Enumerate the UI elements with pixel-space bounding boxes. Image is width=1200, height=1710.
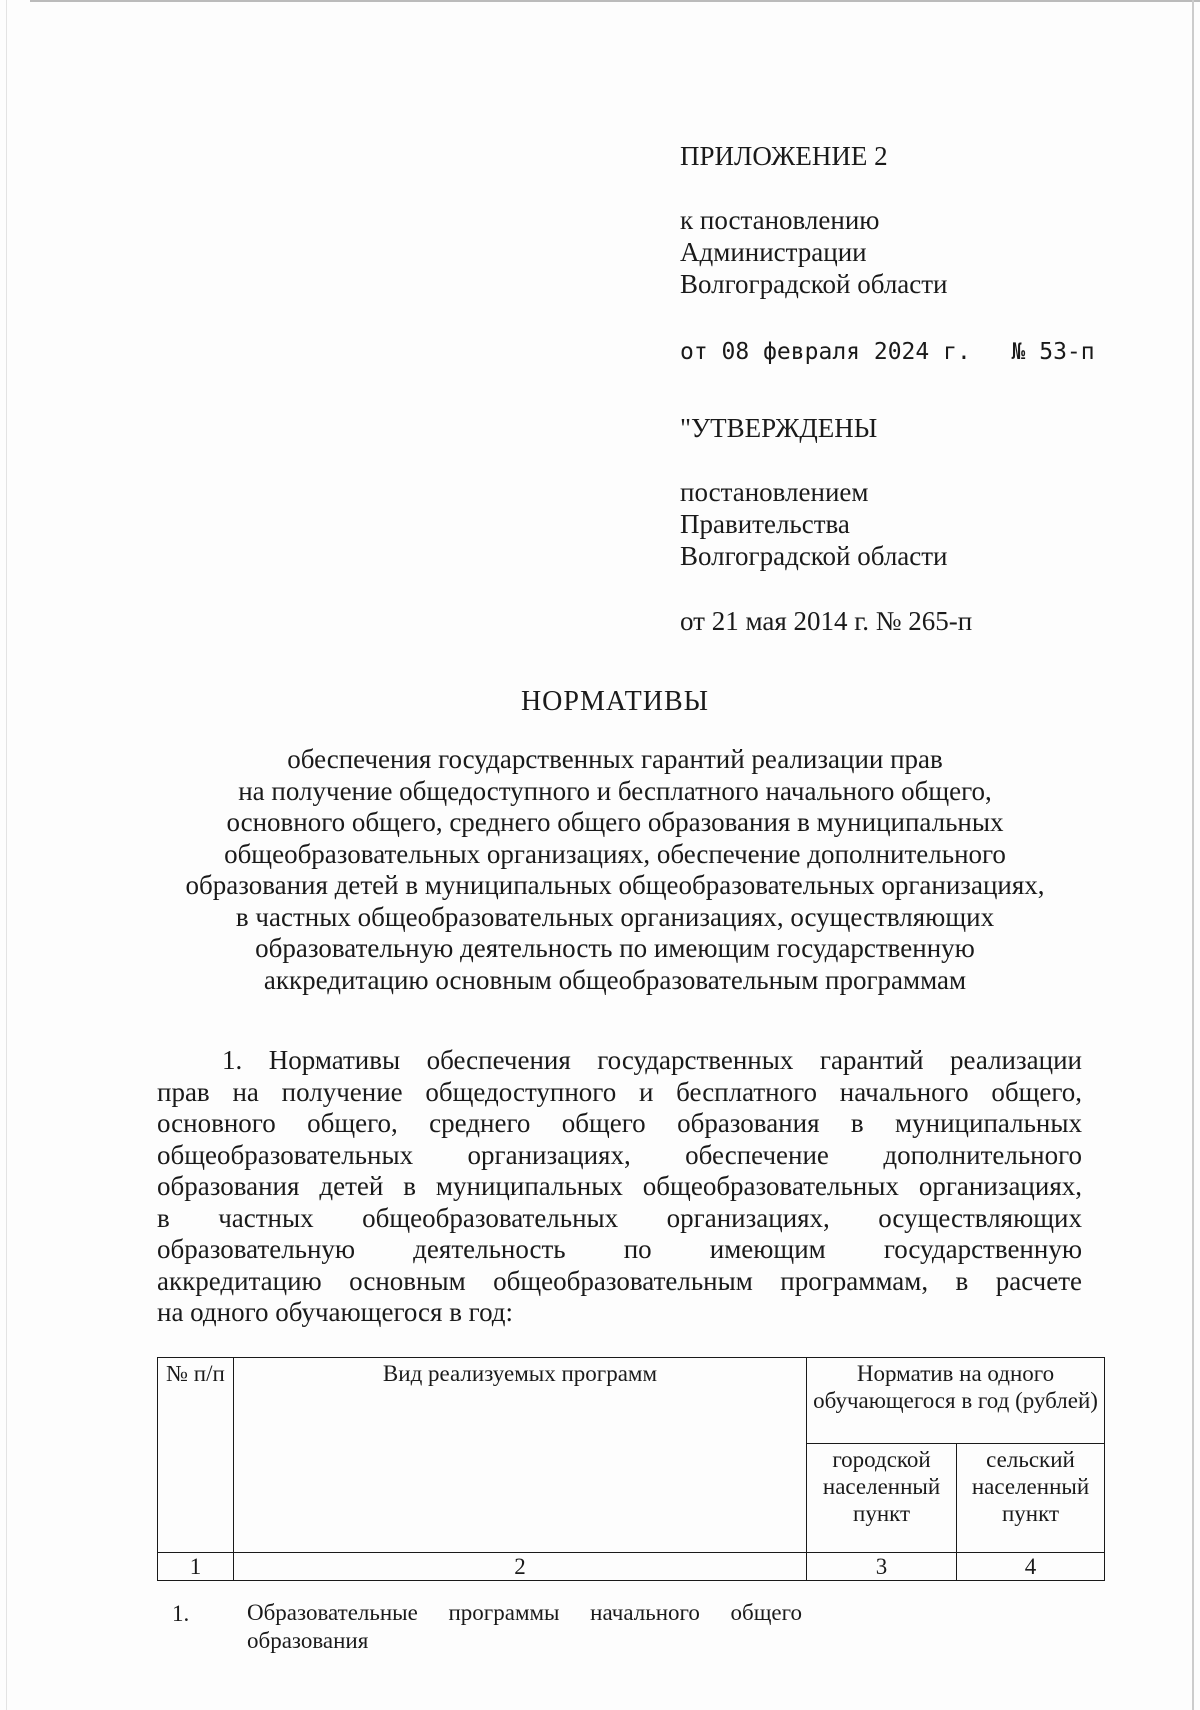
row-number: 1. xyxy=(172,1601,190,1626)
attachment-heading: ПРИЛОЖЕНИЕ 2 xyxy=(680,141,888,171)
column-header-urban: городской населенный пункт xyxy=(807,1444,957,1553)
column-header-number: № п/п xyxy=(158,1358,234,1553)
index-cell: 4 xyxy=(957,1553,1105,1581)
paragraph-1: 1. Нормативы обеспечения государственных гарантий реализации прав на получение общедоступного и бесплатного начального общего, основного общего, среднего общего образования в муниципальных общеобразовательных организациях, обеспечение дополнительного образования детей в муниципальных общеобразовательных организациях, в частных общеобразовательных организациях, осуществляющих образовательную деятельность по имеющим государственную аккредитацию основным общеобразовательным программам, в расчете на одного обучающегося в год: xyxy=(157,1045,1082,1327)
row-program-name: Образовательные программы начального общего образования xyxy=(247,1600,802,1653)
scan-edge xyxy=(1192,0,1194,1710)
scan-edge xyxy=(30,0,1200,2)
approved-date: от 21 мая 2014 г. № 265-п xyxy=(680,606,973,636)
index-cell: 2 xyxy=(233,1553,806,1581)
document-title: НОРМАТИВЫ xyxy=(520,686,710,717)
table-index-row xyxy=(158,1553,1105,1581)
scan-edge xyxy=(6,0,7,1710)
decree-reference xyxy=(680,334,1095,368)
index-cell: 3 xyxy=(807,1553,957,1581)
column-header-norm: Норматив на одного обучающегося в год (рублей) xyxy=(807,1358,1105,1444)
column-header-program: Вид реализуемых программ xyxy=(233,1358,806,1553)
index-cell: 1 xyxy=(158,1553,234,1581)
to-decree-block: к постановлению Администрации Волгоградской области xyxy=(680,205,948,299)
approved-by-block: постановлением Правительства Волгоградской области xyxy=(680,477,948,571)
table-header-row xyxy=(158,1358,1105,1444)
decree-number: № 53-п xyxy=(1011,339,1095,365)
approved-heading: "УТВЕРЖДЕНЫ xyxy=(680,413,878,443)
decree-date: от 08 февраля 2024 г. xyxy=(680,339,971,365)
document-subtitle: обеспечения государственных гарантий реализации прав на получение общедоступного и бесплатного начального общего, основного общего, среднего общего образования в муниципальных общеобразовательных организациях, обеспечение дополнительного образования детей в муниципальных общеобразовательных организациях, в частных общеобразовательных организациях, осуществляющих образовательную деятельность по имеющим государственную аккредитацию основным общеобразовательным программам xyxy=(185,744,1045,995)
norms-table xyxy=(157,1357,1105,1581)
column-header-rural: сельский населенный пункт xyxy=(957,1444,1105,1553)
